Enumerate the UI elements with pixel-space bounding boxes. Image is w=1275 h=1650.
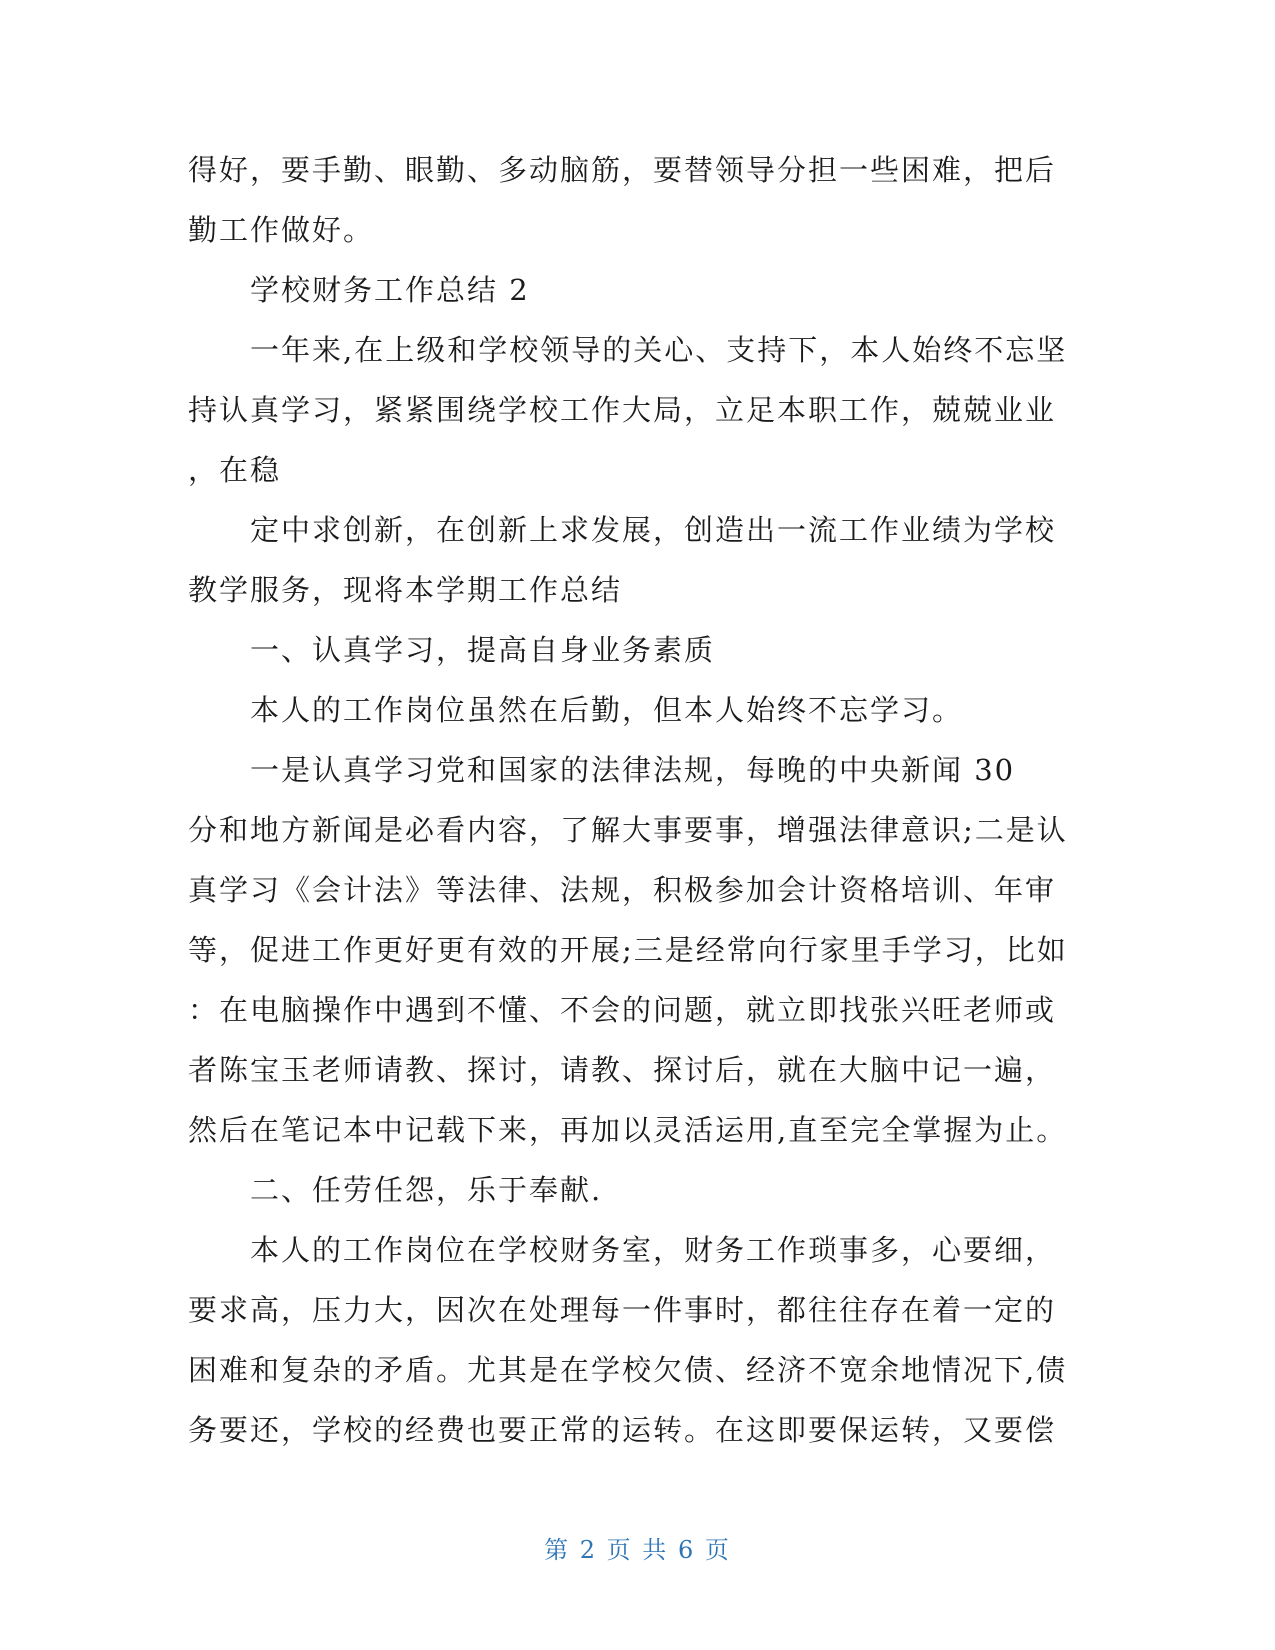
- text-line: ，在稳: [188, 453, 282, 487]
- text-line: 持认真学习，紧紧围绕学校工作大局，立足本职工作，兢兢业业: [188, 393, 1057, 427]
- text-line: 困难和复杂的矛盾。尤其是在学校欠债、经济不宽余地情况下,债: [188, 1353, 1068, 1387]
- text-line: 分和地方新闻是必看内容，了解大事要事，增强法律意识;二是认: [188, 813, 1068, 847]
- section-heading: 二、任劳任怨，乐于奉献.: [250, 1173, 603, 1207]
- text-line: 一年来,在上级和学校领导的关心、支持下，本人始终不忘坚: [250, 333, 1068, 367]
- text-line: 勤工作做好。: [188, 213, 375, 247]
- page-number-footer: 第 2 页 共 6 页: [544, 1536, 731, 1564]
- document-body: [188, 140, 1068, 1460]
- text-line: 真学习《会计法》等法律、法规，积极参加会计资格培训、年审: [188, 873, 1057, 907]
- text-line: ：在电脑操作中遇到不懂、不会的问题，就立即找张兴旺老师或: [188, 993, 1057, 1027]
- text-line: 定中求创新，在创新上求发展，创造出一流工作业绩为学校: [250, 513, 1057, 547]
- text-line: 然后在笔记本中记载下来，再加以灵活运用,直至完全掌握为止。: [188, 1113, 1068, 1147]
- text-line: 本人的工作岗位虽然在后勤，但本人始终不忘学习。: [250, 693, 964, 727]
- text-line: 要求高，压力大，因次在处理每一件事时，都往往存在着一定的: [188, 1293, 1057, 1327]
- text-line: 得好，要手勤、眼勤、多动脑筋，要替领导分担一些困难，把后: [188, 153, 1057, 187]
- text-line: 一是认真学习党和国家的法律法规，每晚的中央新闻 30: [250, 753, 1016, 787]
- text-line: 教学服务，现将本学期工作总结: [188, 573, 623, 607]
- text-line: 务要还，学校的经费也要正常的运转。在这即要保运转，又要偿: [188, 1413, 1057, 1447]
- section-title: 学校财务工作总结 2: [250, 273, 530, 307]
- text-line: 本人的工作岗位在学校财务室，财务工作琐事多，心要细，: [250, 1233, 1057, 1267]
- text-line: 等，促进工作更好更有效的开展;三是经常向行家里手学习，比如: [188, 933, 1068, 967]
- text-line: 者陈宝玉老师请教、探讨，请教、探讨后，就在大脑中记一遍，: [188, 1053, 1057, 1087]
- section-heading: 一、认真学习，提高自身业务素质: [250, 633, 716, 667]
